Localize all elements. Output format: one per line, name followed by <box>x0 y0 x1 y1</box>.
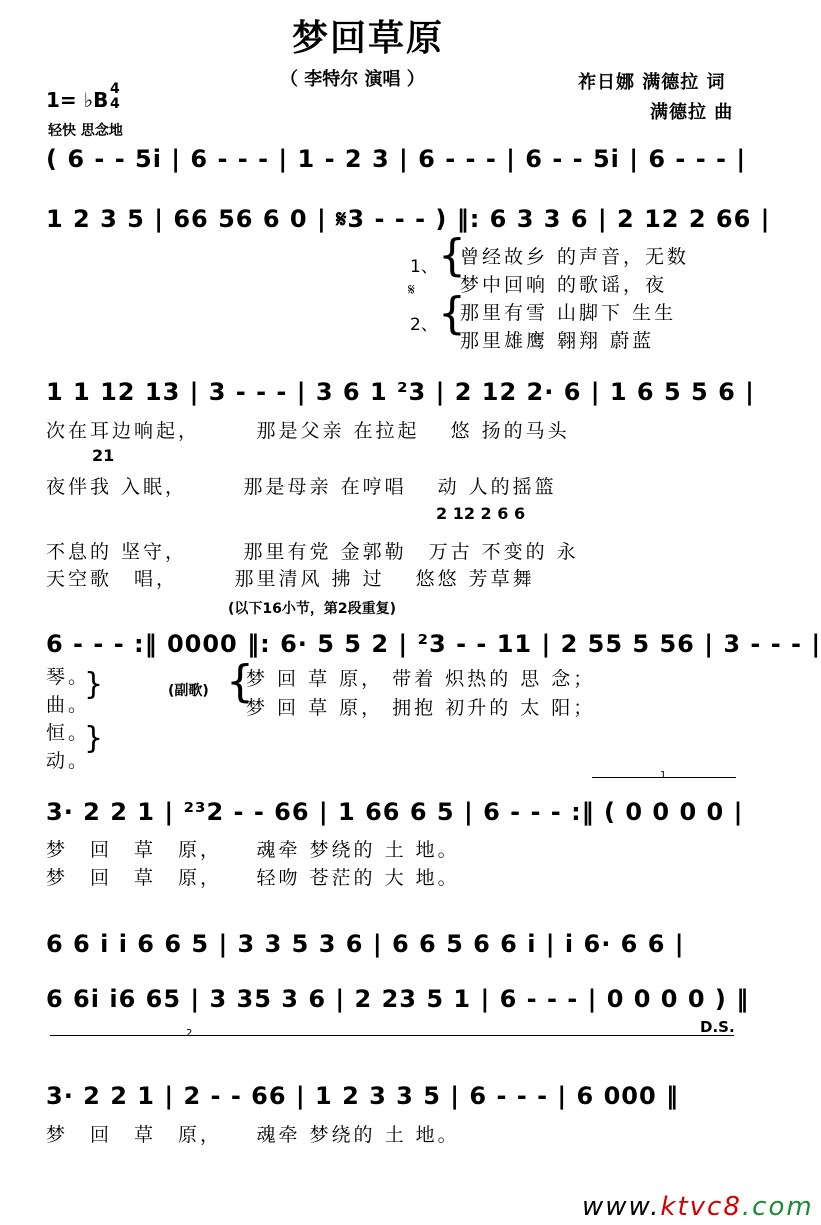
volta-2-number: 2 <box>186 1028 193 1039</box>
watermark-prefix: www. <box>582 1192 661 1222</box>
notation-row-4: 6 - - - :‖ 0000 ‖: 6· 5 5 2 | ²3 - - 11 | 2 55 5 56 | 3 - - - | <box>46 630 821 658</box>
chorus-line-2: 梦 回 草 原， 拥抱 初升的 太 阳； <box>246 697 596 719</box>
verse-brace-1: { <box>438 230 466 281</box>
time-bottom: 4 <box>110 96 120 112</box>
tempo-marking: 轻快 思念地 <box>48 123 123 139</box>
row8-lyric-1: 梦 回 草 原， 魂牵 梦绕的 土 地。 <box>46 1124 460 1146</box>
watermark-brand: ktvc8 <box>660 1192 742 1222</box>
repeat-instruction: (以下16小节，第2段重复) <box>228 601 397 617</box>
row5-lyric-1: 梦 回 草 原， 魂牵 梦绕的 土 地。 <box>46 839 460 861</box>
ending-3: 恒。 <box>46 722 91 744</box>
verse1-line-3: 那里有雪 山脚下 生生 <box>460 302 677 324</box>
alt-notes-21: 21 <box>92 446 115 465</box>
volta-2-bracket <box>50 1035 734 1036</box>
notation-row-8: 3· 2 2 1 | 2 - - 66 | 1 2 3 3 5 | 6 - - - | 6 000 ‖ <box>46 1082 680 1110</box>
notation-row-7: 6 6i i6 65 | 3 35 3 6 | 2 23 5 1 | 6 - - - | 0 0 0 0 ) ‖ <box>46 985 750 1013</box>
time-top: 4 <box>110 81 120 97</box>
verse1-line-2: 梦中回响 的歌谣，夜 <box>460 274 668 296</box>
time-signature <box>110 82 120 112</box>
verse1-line-4: 那里雄鹰 翱翔 蔚蓝 <box>460 330 655 352</box>
performer: （ 李特尔 演唱 ） <box>280 69 425 90</box>
notation-row-2: 1 2 3 5 | 66 56 6 0 | 𝄋3 - - - ) ‖: 6 3 3 6 | 2 12 2 66 | <box>46 205 771 233</box>
verse2-line-3: 不息的 坚守， 那里有党 金郭勒 万古 不变的 永 <box>46 541 579 563</box>
alt-notes-row: 2 12 2 6 6 <box>436 504 526 523</box>
key-signature: 1= ♭B <box>46 88 109 112</box>
ending-brace-2: } <box>84 721 104 756</box>
chorus-line-1: 梦 回 草 原， 带着 炽热的 思 念； <box>246 668 596 690</box>
lyricist: 祚日娜 满德拉 词 <box>578 72 726 93</box>
verse1-line-1: 曾经故乡 的声音，无数 <box>460 246 690 268</box>
ending-2: 曲。 <box>46 694 91 716</box>
volta-1-number: 1 <box>660 770 667 781</box>
ds-mark: D.S. <box>700 1018 735 1036</box>
notation-row-3: 1 1 12 13 | 3 - - - | 3 6 1 ²3 | 2 12 2· 6 | 1 6 5 5 6 | <box>46 378 755 406</box>
notation-row-5: 3· 2 2 1 | ²³2 - - 66 | 1 66 6 5 | 6 - - - :‖ ( 0 0 0 0 | <box>46 798 744 826</box>
verse2-line-4: 天空歌 唱， 那里清风 拂 过 悠悠 芳草舞 <box>46 568 535 590</box>
verse-number-2: 2、 <box>410 315 438 335</box>
song-title: 梦回草原 <box>292 18 445 59</box>
verse2-line-2: 夜伴我 入眠， 那是母亲 在哼唱 动 人的摇篮 <box>46 476 557 498</box>
chorus-brace: { <box>226 656 254 707</box>
segno-mark: 𝄋 <box>408 280 415 299</box>
composer: 满德拉 曲 <box>650 102 734 123</box>
verse2-line-1: 次在耳边响起， 那是父亲 在拉起 悠 扬的马头 <box>46 420 570 442</box>
ending-brace-1: } <box>84 667 104 702</box>
notation-row-6: 6 6 i i 6 6 5 | 3 3 5 3 6 | 6 6 5 6 6 i | i 6· 6 6 | <box>46 930 685 958</box>
ending-1: 琴。 <box>46 666 91 688</box>
row5-lyric-2: 梦 回 草 原， 轻吻 苍茫的 大 地。 <box>46 867 460 889</box>
notation-row-1: ( 6 - - 5i | 6 - - - | 1 - 2 3 | 6 - - - | 6 - - 5i | 6 - - - | <box>46 145 747 173</box>
verse-brace-2: { <box>438 288 466 339</box>
watermark-suffix: .com <box>741 1192 814 1222</box>
site-watermark <box>582 1192 814 1222</box>
verse-number-1: 1、 <box>410 257 438 277</box>
ending-4: 动。 <box>46 750 91 772</box>
chorus-label: (副歌) <box>168 683 209 699</box>
